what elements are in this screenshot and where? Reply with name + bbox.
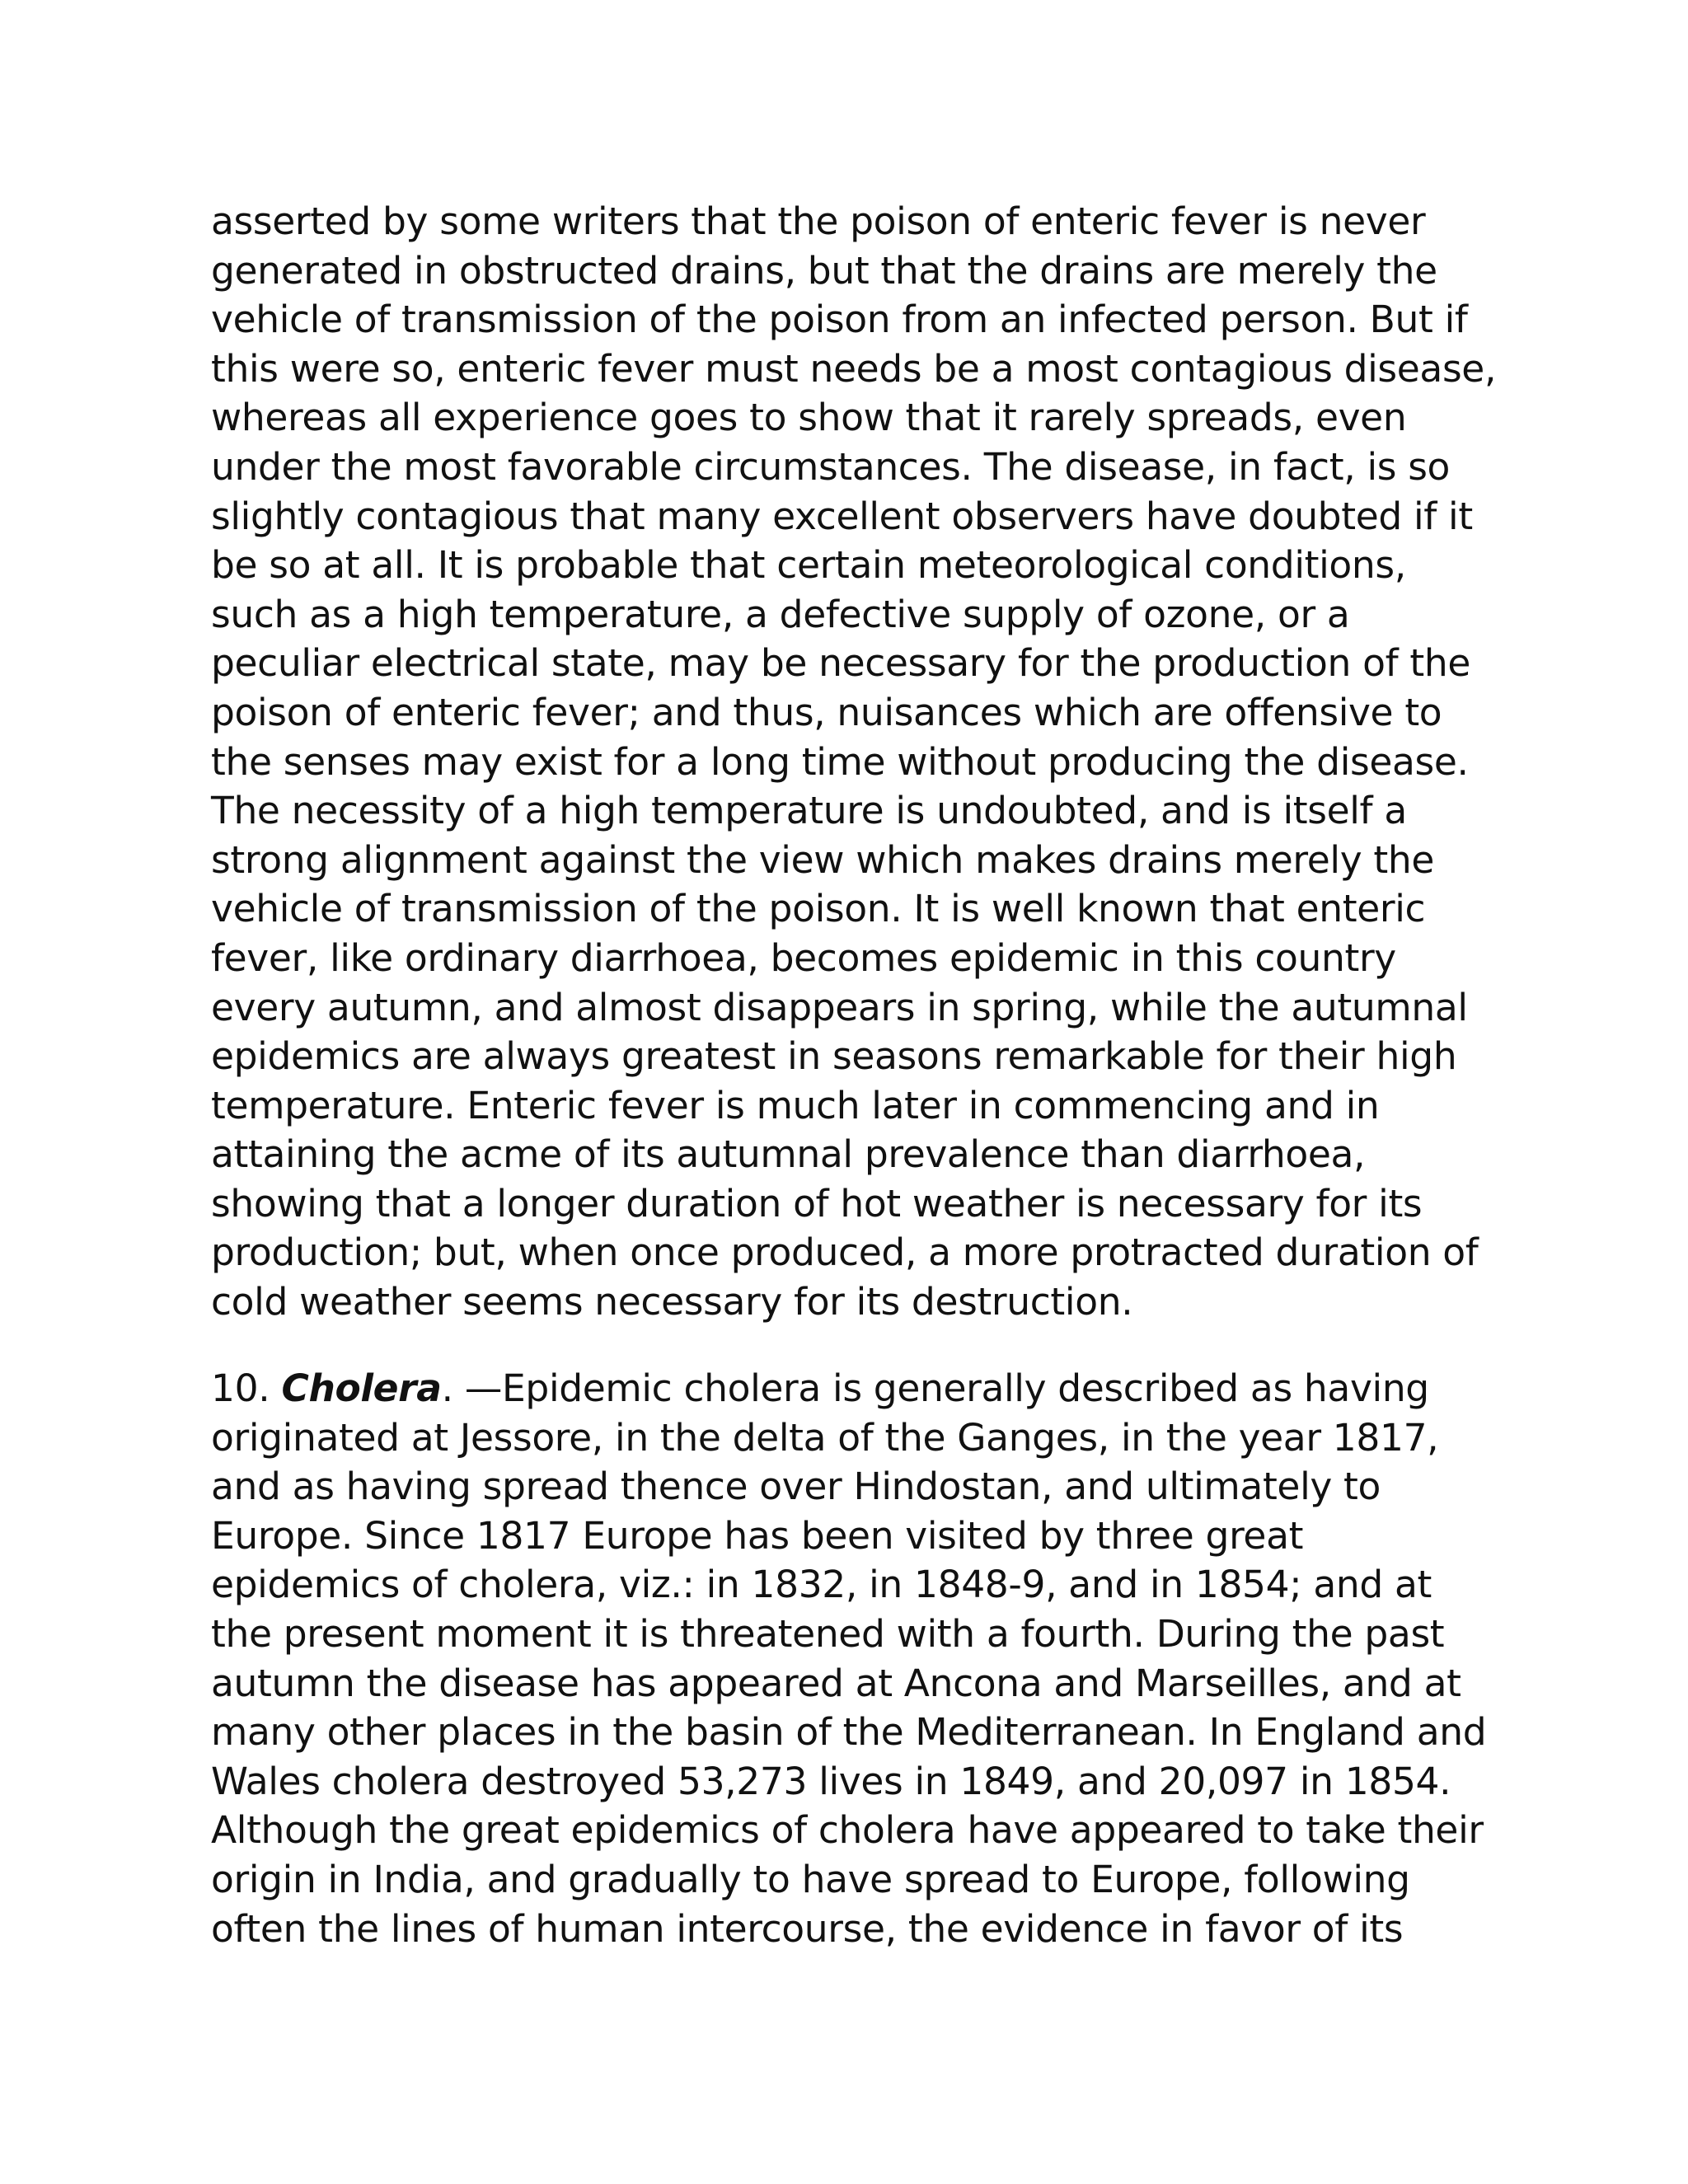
text-line: Wales cholera destroyed 53,273 lives in 1849, and 20,097 in 1854. bbox=[211, 1759, 1451, 1803]
section-number: 10. bbox=[211, 1366, 282, 1410]
text-line: epidemics are always greatest in seasons remarkable for their high bbox=[211, 1034, 1457, 1079]
text-line: such as a high temperature, a defective supply of ozone, or a bbox=[211, 592, 1350, 636]
text-line: poison of enteric fever; and thus, nuisances which are offensive to bbox=[211, 690, 1442, 734]
text-line: attaining the acme of its autumnal prevalence than diarrhoea, bbox=[211, 1132, 1366, 1177]
section-title: Cholera bbox=[281, 1366, 442, 1410]
text-line: cold weather seems necessary for its destruction. bbox=[211, 1280, 1133, 1324]
text-line: vehicle of transmission of the poison. It is well known that enteric bbox=[211, 887, 1426, 931]
text-line: often the lines of human intercourse, the evidence in favor of its bbox=[211, 1906, 1404, 1951]
section-intro-text: . —Epidemic cholera is generally described as having bbox=[441, 1366, 1429, 1410]
text-line: The necessity of a high temperature is undoubted, and is itself a bbox=[211, 789, 1407, 833]
text-line: asserted by some writers that the poison of enteric fever is never bbox=[211, 199, 1426, 243]
text-line: Although the great epidemics of cholera have appeared to take their bbox=[211, 1808, 1484, 1853]
text-line: strong alignment against the view which makes drains merely the bbox=[211, 837, 1435, 882]
text-line: this were so, enteric fever must needs be a most contagious disease, bbox=[211, 346, 1497, 391]
text-line: every autumn, and almost disappears in spring, while the autumnal bbox=[211, 985, 1468, 1029]
paragraph-enteric-fever bbox=[211, 197, 1497, 1327]
text-line: fever, like ordinary diarrhoea, becomes epidemic in this country bbox=[211, 935, 1396, 980]
text-line: and as having spread thence over Hindostan, and ultimately to bbox=[211, 1465, 1381, 1509]
text-line: production; but, when once produced, a more protracted duration of bbox=[211, 1230, 1479, 1275]
text-line: generated in obstructed drains, but that the drains are merely the bbox=[211, 248, 1437, 293]
text-line: showing that a longer duration of hot weather is necessary for its bbox=[211, 1181, 1423, 1226]
text-line: be so at all. It is probable that certain meteorological conditions, bbox=[211, 543, 1406, 588]
section-heading-line bbox=[211, 1364, 1497, 1413]
paragraph-cholera bbox=[211, 1364, 1497, 1953]
text-line: the senses may exist for a long time without producing the disease. bbox=[211, 739, 1469, 784]
text-line: under the most favorable circumstances. The disease, in fact, is so bbox=[211, 444, 1451, 489]
text-line: many other places in the basin of the Mediterranean. In England and bbox=[211, 1710, 1487, 1755]
text-line: the present moment it is threatened with a fourth. During the past bbox=[211, 1611, 1445, 1656]
text-line: Europe. Since 1817 Europe has been visited by three great bbox=[211, 1513, 1304, 1558]
text-line: originated at Jessore, in the delta of the Ganges, in the year 1817, bbox=[211, 1415, 1439, 1460]
text-line: epidemics of cholera, viz.: in 1832, in 1848-9, and in 1854; and at bbox=[211, 1563, 1432, 1607]
text-line: origin in India, and gradually to have spread to Europe, following bbox=[211, 1857, 1410, 1901]
text-line: peculiar electrical state, may be necessary for the production of the bbox=[211, 641, 1471, 686]
text-line: whereas all experience goes to show that it rarely spreads, even bbox=[211, 396, 1407, 440]
text-line: temperature. Enteric fever is much later in commencing and in bbox=[211, 1083, 1380, 1127]
text-line: autumn the disease has appeared at Ancona and Marseilles, and at bbox=[211, 1661, 1461, 1705]
text-line: vehicle of transmission of the poison from an infected person. But if bbox=[211, 298, 1468, 342]
text-line: slightly contagious that many excellent observers have doubted if it bbox=[211, 494, 1473, 538]
